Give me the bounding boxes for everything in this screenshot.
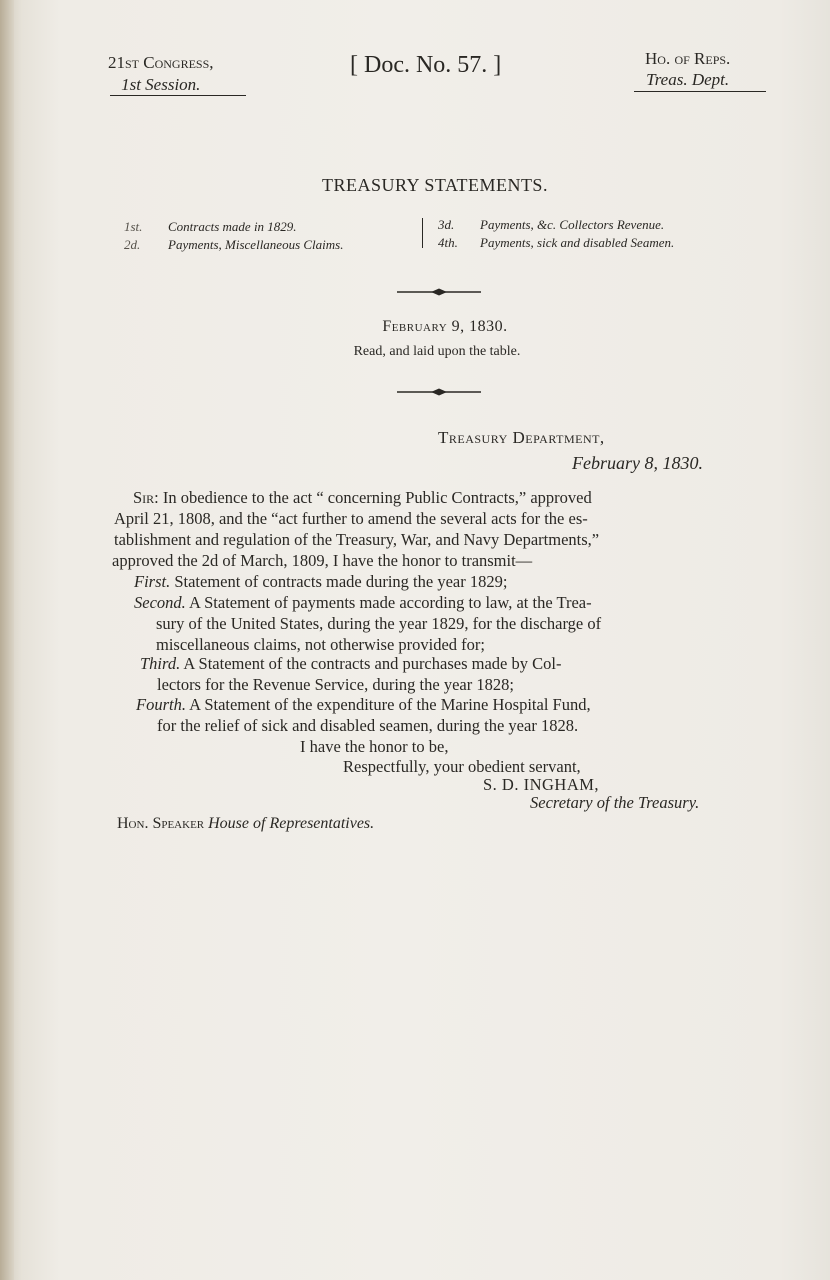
body-line: April 21, 1808, and the “act further to amend the several acts for the es-: [114, 509, 588, 528]
house-label: Ho. of Reps.: [645, 49, 731, 68]
item-fourth-line: for the relief of sick and disabled seamen, during the year 1828.: [157, 716, 579, 735]
header-rule-left: [110, 95, 246, 96]
contents-left: [124, 218, 343, 254]
presentation-date: February 9, 1830.: [382, 318, 508, 335]
read-line: Read, and laid upon the table.: [353, 344, 521, 359]
ornament-rule: [397, 387, 481, 397]
item-second-line: miscellaneous claims, not otherwise provided for;: [156, 635, 486, 654]
document-title: TREASURY STATEMENTS.: [322, 175, 548, 195]
contents-item: 4th. Payments, sick and disabled Seamen.: [438, 235, 675, 250]
body-line: tablishment and regulation of the Treasury, War, and Navy Departments,”: [114, 530, 600, 549]
header-rule-right: [634, 91, 766, 92]
respectfully-line: Respectfully, your obedient servant,: [343, 757, 581, 776]
session-label: 1st Session.: [121, 75, 201, 94]
congress-session-block: [108, 52, 214, 96]
item-second-line: sury of the United States, during the year 1829, for the discharge of: [156, 614, 602, 633]
contents-right: [438, 216, 674, 252]
ornament-rule: [397, 287, 481, 297]
letter-date: February 8, 1830.: [572, 453, 703, 473]
item-second: Second. A Statement of payments made according to law, at the Trea-: [134, 593, 592, 612]
house-dept-block: [645, 48, 730, 90]
contents-divider: [422, 218, 423, 248]
signer-title: Secretary of the Treasury.: [530, 793, 700, 812]
signer-name: S. D. INGHAM,: [483, 775, 600, 794]
item-first: First. Statement of contracts made during the year 1829;: [134, 572, 508, 591]
item-third-line: lectors for the Revenue Service, during the year 1828;: [157, 675, 514, 694]
body-line: Sir: In obedience to the act “ concerning Public Contracts,” approved: [133, 488, 592, 507]
contents-item: 3d. Payments, &c. Collectors Revenue.: [438, 217, 665, 232]
item-third: Third. A Statement of the contracts and purchases made by Col-: [140, 654, 562, 673]
contents-item: 2d. Payments, Miscellaneous Claims.: [124, 237, 344, 252]
treasury-department-heading: Treasury Department,: [438, 428, 605, 447]
congress-label: 21st Congress,: [108, 53, 214, 72]
closing-line: I have the honor to be,: [300, 737, 449, 756]
addressee-line: Hon. Speaker House of Representatives.: [117, 815, 375, 832]
item-fourth: Fourth. A Statement of the expenditure of the Marine Hospital Fund,: [136, 695, 591, 714]
body-line: approved the 2d of March, 1809, I have the honor to transmit—: [112, 551, 533, 570]
dept-label: Treas. Dept.: [646, 70, 730, 89]
contents-item: 1st. Contracts made in 1829.: [124, 219, 297, 234]
doc-number: [ Doc. No. 57. ]: [350, 52, 502, 78]
